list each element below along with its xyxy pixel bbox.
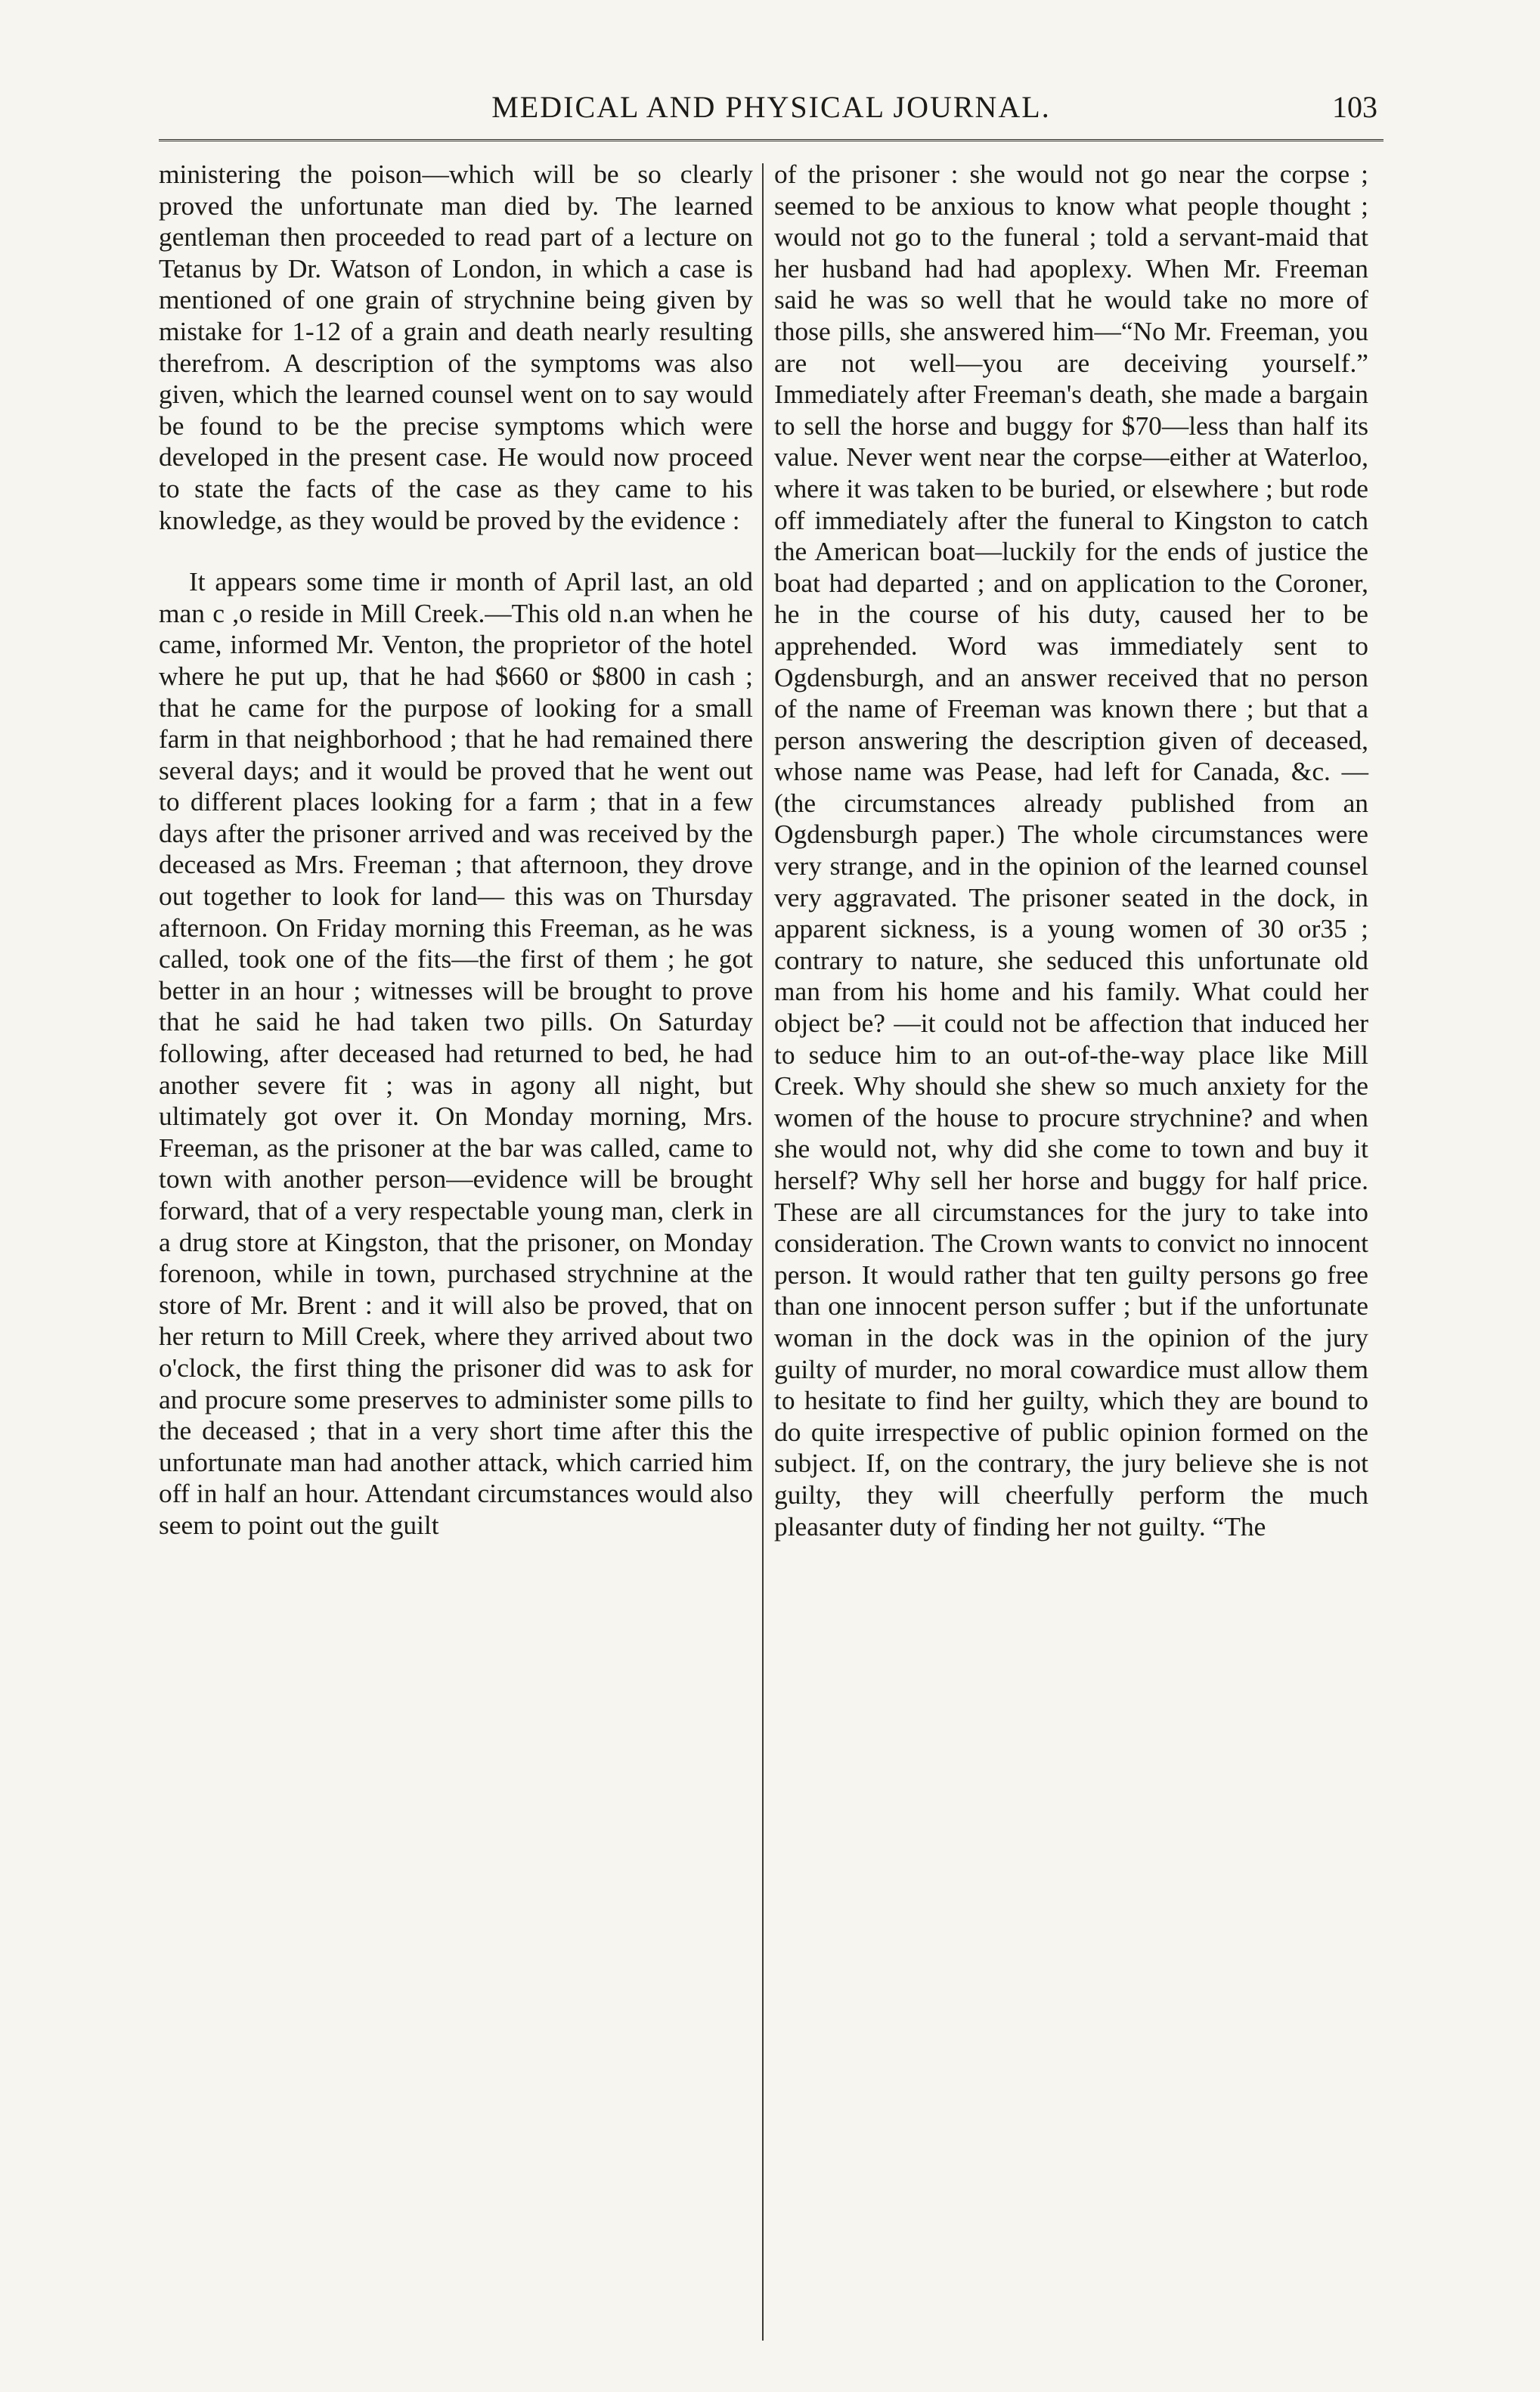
left-paragraph-1: ministering the poison—which will be so clearly proved the unfortunate man died by. The learned gentleman then proceeded to read part of a lecture on Tetanus by Dr. Watson of London, in which a case is mentioned of one grain of strychnine being given by mistake for 1-12 of a grain and death nearly resulting therefrom. A description of the symptoms was also given, which the learned counsel went on to say would be found to be the precise symptoms which were developed in the present case. He would now proceed to state the facts of the case as they came to his knowledge, as they would be proved by the evidence : <box>159 159 753 535</box>
right-paragraph-1: of the prisoner : she would not go near the corpse ; seemed to be anxious to know what people thought ; would not go to the funeral ; told a servant-maid that her husband had had apoplexy. When Mr. Freeman said he was so well that he would take no more of those pills, she answered him—“No Mr. Freeman, you are not well—you are deceiving yourself.” Immediately after Freeman's death, she made a bargain to sell the horse and buggy for $70—less than half its value. Never went near the corpse—either at Waterloo, where it was taken to be buried, or elsewhere ; but rode off immediately after the funeral to Kingston to catch the American boat—luckily for the ends of justice the boat had departed ; and on application to the Coroner, he in the course of his duty, caused her to be apprehended. Word was immediately sent to Ogdensburgh, and an answer received that no person of the name of Freeman was known there ; but that a person answering the description given of deceased, whose name was Pease, had left for Canada, &c. — (the circumstances already published from an Ogdensburgh paper.) The whole circumstances were very strange, and in the opinion of the learned counsel very aggravated. The prisoner seated in the dock, in apparent sickness, is a young women of 30 or35 ; contrary to nature, she seduced this unfortunate old man from his home and his family. What could her object be? —it could not be affection that induced her to seduce him to an out-of-the-way place like Mill Creek. Why should she shew so much anxiety for the women of the house to procure strychnine? and when she would not, why did she come to town and buy it herself? Why sell her horse and buggy for half price. These are all circumstances for the jury to take into consideration. The Crown wants to convict no innocent person. It would rather that ten guilty persons go free than one innocent person suffer ; but if the unfortunate woman in the dock was in the opinion of the jury guilty of murder, no moral cowardice must allow them to hesitate to find her guilty, which they are bound to do quite irrespective of public opinion formed on the subject. If, on the contrary, the jury believe she is not guilty, they will cheerfully perform the much pleasanter duty of finding her not guilty. “The <box>774 159 1368 1541</box>
right-column <box>774 159 1368 1542</box>
page-number: 103 <box>1332 90 1377 124</box>
column-divider <box>762 163 764 2341</box>
left-paragraph-2: It appears some time ir month of April last, an old man c ,o reside in Mill Creek.—This old n.an when he came, informed Mr. Venton, the proprietor of the hotel where he put up, that he had $660 or $800 in cash ; that he came for the purpose of looking for a small farm in that neighborhood ; that he had remained there several days; and it would be proved that he went out to different places looking for a farm ; that in a few days after the prisoner arrived and was received by the deceased as Mrs. Freeman ; that afternoon, they drove out together to look for land— this was on Thursday afternoon. On Friday morning this Freeman, as he was called, took one of the fits—the first of them ; he got better in an hour ; witnesses will be brought to prove that he said he had taken two pills. On Saturday following, after deceased had returned to bed, he had another severe fit ; was in agony all night, but ultimately got over it. On Monday morning, Mrs. Freeman, as the prisoner at the bar was called, came to town with another person—evidence will be brought forward, that of a very respectable young man, clerk in a drug store at Kingston, that the prisoner, on Monday forenoon, while in town, purchased strychnine at the store of Mr. Brent : and it will also be proved, that on her return to Mill Creek, where they arrived about two o'clock, the first thing the prisoner did was to ask for and procure some preserves to administer some pills to the deceased ; that in a very short time after this the unfortunate man had another attack, which carried him off in half an hour. Attendant circumstances would also seem to point out the guilt <box>159 566 753 1540</box>
running-head: MEDICAL AND PHYSICAL JOURNAL. <box>491 90 1051 124</box>
text-columns <box>159 159 1384 2342</box>
journal-page <box>159 89 1384 2342</box>
page-header <box>159 89 1384 138</box>
left-column <box>159 159 753 1541</box>
header-rule <box>159 139 1384 141</box>
